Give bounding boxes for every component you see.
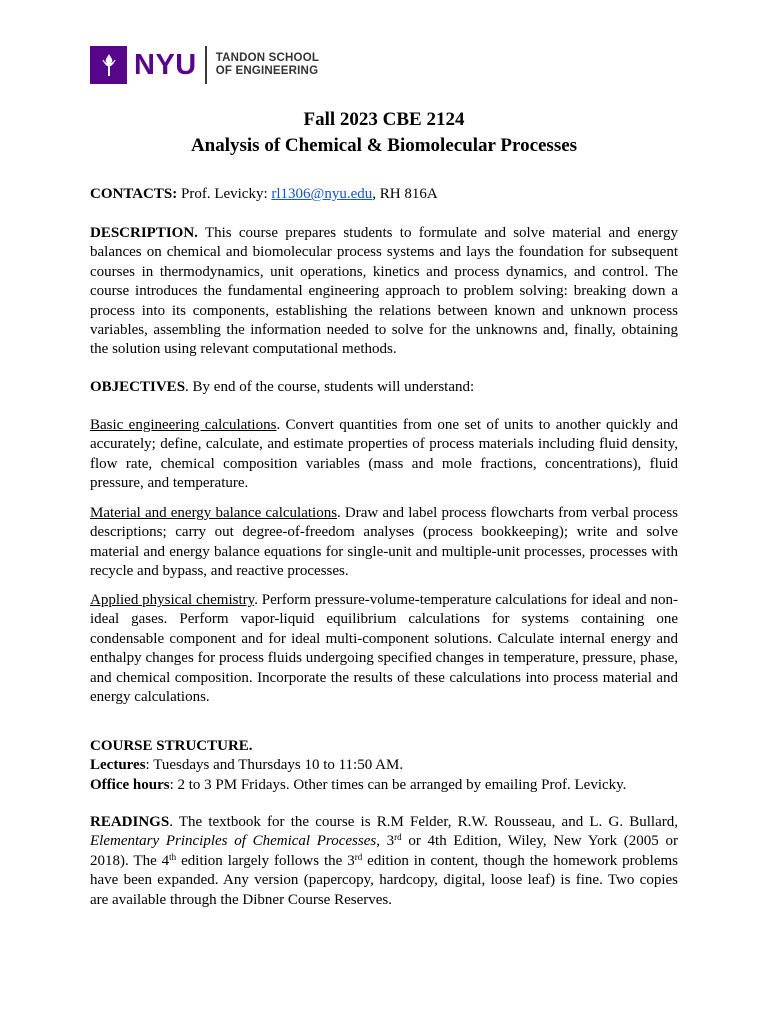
logo-school-name xyxy=(216,52,319,78)
torch-icon xyxy=(90,46,127,84)
logo-school-line1: TANDON SCHOOL xyxy=(215,52,320,64)
readings-text: edition in content, though the homework problems have been expanded. Any version (papercopy, hardcopy, digital, loose leaf) is fine. Two copies are available through the Dibner Course Reserves. xyxy=(90,852,678,908)
email-link[interactable]: rl1306@nyu.edu xyxy=(271,186,373,202)
objective-item xyxy=(90,504,678,582)
description-section xyxy=(90,224,678,360)
contacts-room: , RH 816A xyxy=(372,186,438,202)
readings-section xyxy=(90,813,678,910)
description-text: This course prepares students to formulate and solve material and energy balances on chemical and biomolecular process systems and lays the foundation for subsequent courses in thermodynamics, unit operations, kinetics and process dynamics, and control. The course introduces the fundamental engineering approach to problem solving: breaking down a process into its components, establishing the relations between known and unknown process variables, assembling the information needed to solve for the unknowns and, finally, obtaining the solution using relevant computational methods. xyxy=(90,225,678,358)
lectures-label: Lectures xyxy=(90,757,146,774)
ordinal-suffix: th xyxy=(169,851,177,862)
course-subtitle: Analysis of Chemical & Biomolecular Processes xyxy=(190,135,578,156)
course-title: Fall 2023 CBE 2124 xyxy=(303,109,465,130)
objective-text: . Convert quantities from one set of units to another quickly and accurately; define, calculate, and estimate properties of process materials including fluid density, flow rate, chemical composition variables (mass and mole fractions, concentrations), fluid pressure, and temperature. xyxy=(90,417,678,492)
objective-text: . Draw and label process flowcharts from verbal process descriptions; carry out degree-of-freedom analyses (process bookkeeping); write and solve material and energy balance equations for single-unit and multiple-unit processes, processes with recycle and bypass, and reactive processes. xyxy=(90,505,678,580)
ordinal-suffix: rd xyxy=(394,832,402,843)
structure-label: COURSE STRUCTURE. xyxy=(90,738,253,754)
book-title: Elementary Principles of Chemical Processes xyxy=(90,833,377,850)
objective-heading: Basic engineering calculations xyxy=(90,417,277,433)
ordinal-suffix: rd xyxy=(354,851,363,862)
course-structure-section xyxy=(90,737,678,795)
objective-item xyxy=(90,591,678,707)
objectives-intro: . By end of the course, students will understand: xyxy=(185,379,475,395)
contacts-section xyxy=(90,185,678,204)
description-label: DESCRIPTION. xyxy=(90,225,198,241)
logo-nyu-text: NYU xyxy=(134,49,197,81)
readings-text: or 4th Edition, Wiley, New York (2005 or 2018). The 4 xyxy=(90,833,678,869)
objectives-section xyxy=(90,378,678,397)
office-hours-label: Office hours xyxy=(90,776,170,793)
readings-text: . The textbook for the course is R.M Felder, R.W. Rousseau, and L. G. Bullard, xyxy=(169,814,678,830)
readings-label: READINGS xyxy=(90,814,170,830)
objectives-label: OBJECTIVES xyxy=(90,379,186,395)
logo-divider xyxy=(205,46,207,84)
objective-text: . Perform pressure-volume-temperature calculations for ideal and non-ideal gases. Perform vapor-liquid equilibrium calculations for systems containing one condensable component and for ideal multi-component solutions. Calculate internal energy and enthalpy changes for process fluids undergoing specified changes in temperature, pressure, phase, and chemical composition. Incorporate the results of these calculations into process material and energy calculations. xyxy=(90,592,679,706)
lectures-text: : Tuesdays and Thursdays 10 to 11:50 AM. xyxy=(145,757,404,774)
readings-text: edition largely follows the 3 xyxy=(176,852,355,869)
objective-heading: Material and energy balance calculations xyxy=(90,505,338,521)
nyu-tandon-logo xyxy=(90,46,319,84)
logo-school-line2: OF ENGINEERING xyxy=(215,65,319,77)
objective-item xyxy=(90,416,678,494)
objective-heading: Applied physical chemistry xyxy=(90,592,255,608)
contacts-label: CONTACTS: xyxy=(90,186,178,202)
contacts-name: Prof. Levicky: xyxy=(180,186,268,202)
office-hours-text: : 2 to 3 PM Fridays. Other times can be arranged by emailing Prof. Levicky. xyxy=(169,776,627,793)
readings-text: , 3 xyxy=(376,833,395,850)
